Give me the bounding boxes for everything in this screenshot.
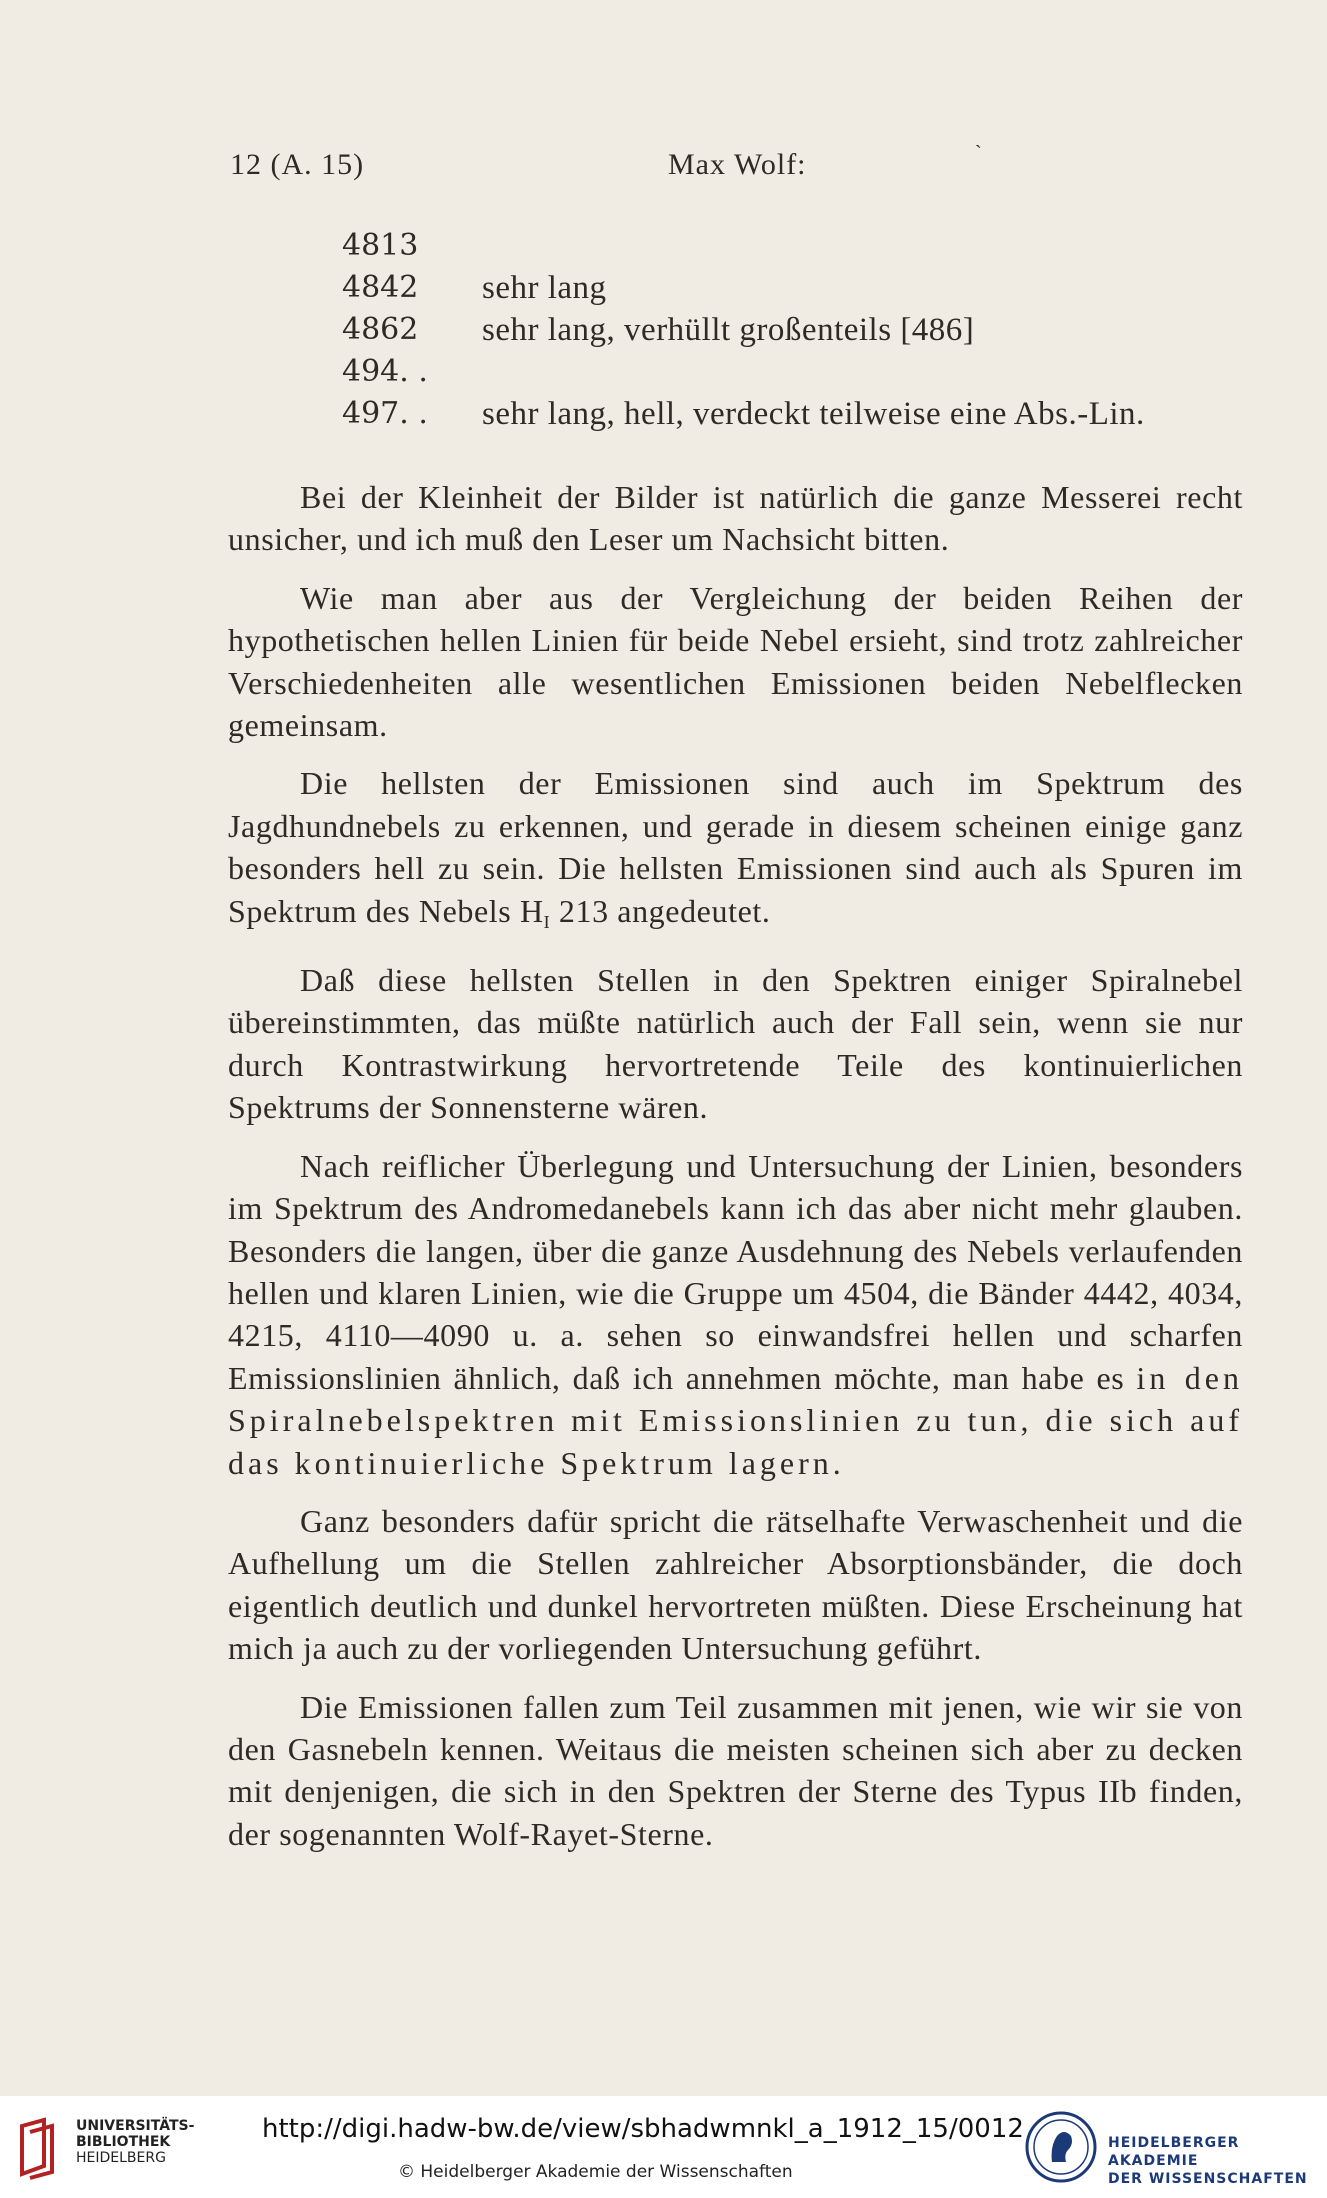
wavelength: 494. . — [342, 354, 428, 389]
line-row — [342, 270, 1242, 312]
academy-seal-icon — [1024, 2110, 1098, 2184]
running-head — [230, 142, 1240, 188]
permalink[interactable]: http://digi.hadw-bw.de/view/sbhadwmnkl_a_1912_15/0012 — [262, 2114, 1024, 2144]
line-description: sehr lang, verhüllt großenteils [486] — [482, 312, 975, 348]
library-line: BIBLIOTHEK — [76, 2134, 171, 2150]
line-row — [342, 312, 1242, 354]
footer-bar — [0, 2096, 1327, 2198]
academy-name — [1108, 2134, 1327, 2188]
academy-line: DER WISSENSCHAFTEN — [1108, 2171, 1308, 2187]
wavelength: 4813 — [342, 228, 419, 263]
page-reference: 12 (A. 15) — [230, 148, 365, 181]
wavelength: 497. . — [342, 396, 428, 431]
paragraph — [228, 762, 1243, 943]
wavelength: 4842 — [342, 270, 419, 305]
wavelength: 4862 — [342, 312, 419, 347]
copyright-notice: © Heidelberger Akademie der Wissenschaften — [398, 2162, 793, 2182]
paragraph: Wie man aber aus der Vergleichung der beiden Reihen der hypothetischen hellen Linien für beide Nebel ersieht, sind trotz zahlreicher Verschiedenheiten alle wesentlichen Emissionen beiden Nebelflecken gemeinsam. — [228, 579, 1243, 744]
library-logo-icon — [14, 2116, 64, 2182]
subscript: I — [543, 911, 551, 932]
paragraph: Bei der Kleinheit der Bilder ist natürlich die ganze Messerei recht unsicher, und ich muß den Leser um Nachsicht bitten. — [228, 479, 1243, 558]
library-line: HEIDELBERG — [76, 2150, 166, 2166]
emission-line-table — [342, 228, 1242, 438]
paragraph: Daß diese hellsten Stellen in den Spektren einiger Spiralnebel übereinstimmten, das müßte natürlich auch der Fall sein, wenn sie nur durch Kontrastwirkung hervortretende Teile des kontinuierlichen Spektrums der Sonnensterne wären. — [228, 962, 1243, 1126]
paragraph-text: 213 angedeutet. — [550, 892, 771, 929]
author-title: Max Wolf: — [668, 148, 807, 181]
line-description: sehr lang — [482, 270, 607, 306]
academy-line: HEIDELBERGER AKADEMIE — [1108, 2135, 1240, 2169]
paragraph — [228, 1145, 1243, 1484]
library-name — [76, 2118, 194, 2166]
print-mark: ˋ — [975, 142, 983, 164]
body-text — [228, 476, 1243, 1871]
paragraph: Die Emissionen fallen zum Teil zusammen mit jenen, wie wir sie von den Gasnebeln kennen. Weitaus die meisten scheinen sich aber zu decken mit denjenigen, die sich in den Spektren der Sterne des Typus IIb finden, der sogenannten Wolf-Rayet-Sterne. — [228, 1688, 1243, 1852]
line-description: sehr lang, hell, verdeckt teilweise eine Abs.-Lin. — [482, 396, 1145, 432]
library-line: UNIVERSITÄTS- — [76, 2118, 195, 2134]
paragraph: Ganz besonders dafür spricht die rätselhafte Verwaschenheit und die Aufhellung um die Stellen zahlreicher Absorptionsbänder, die doch eigentlich deutlich und dunkel hervortreten müßten. Diese Erscheinung hat mich ja auch zu der vorliegenden Untersuchung geführt. — [228, 1502, 1243, 1667]
line-row — [342, 228, 1242, 270]
spaced-emphasis: in den Spiralnebelspektren mit Emissionslinien zu tun, die sich auf das kontinuierliche Spektrum lagern. — [228, 1359, 1244, 1481]
paragraph-text: Nach reiflicher Überlegung und Untersuchung der Linien, besonders im Spektrum des Andromedanebels kann ich das aber nicht mehr glauben. Besonders die langen, über die ganze Ausdehnung des Nebels verlaufenden hellen und klaren Linien, wie die Gruppe um 4504, die Bänder 4442, 4034, 4215, 4110—4090 u. a. sehen so einwandsfrei hellen und scharfen Emissionslinien ähnlich, daß ich annehmen möchte, man habe es — [228, 1147, 1243, 1396]
line-row — [342, 354, 1242, 396]
paragraph-text: Die hellsten der Emissionen sind auch im Spektrum des Jagdhundnebels zu erkennen, und gerade in diesem scheinen einige ganz besonders hell zu sein. Die hellsten Emissionen sind auch als Spuren im Spektrum des Nebels H — [228, 765, 1243, 929]
line-row — [342, 396, 1242, 438]
